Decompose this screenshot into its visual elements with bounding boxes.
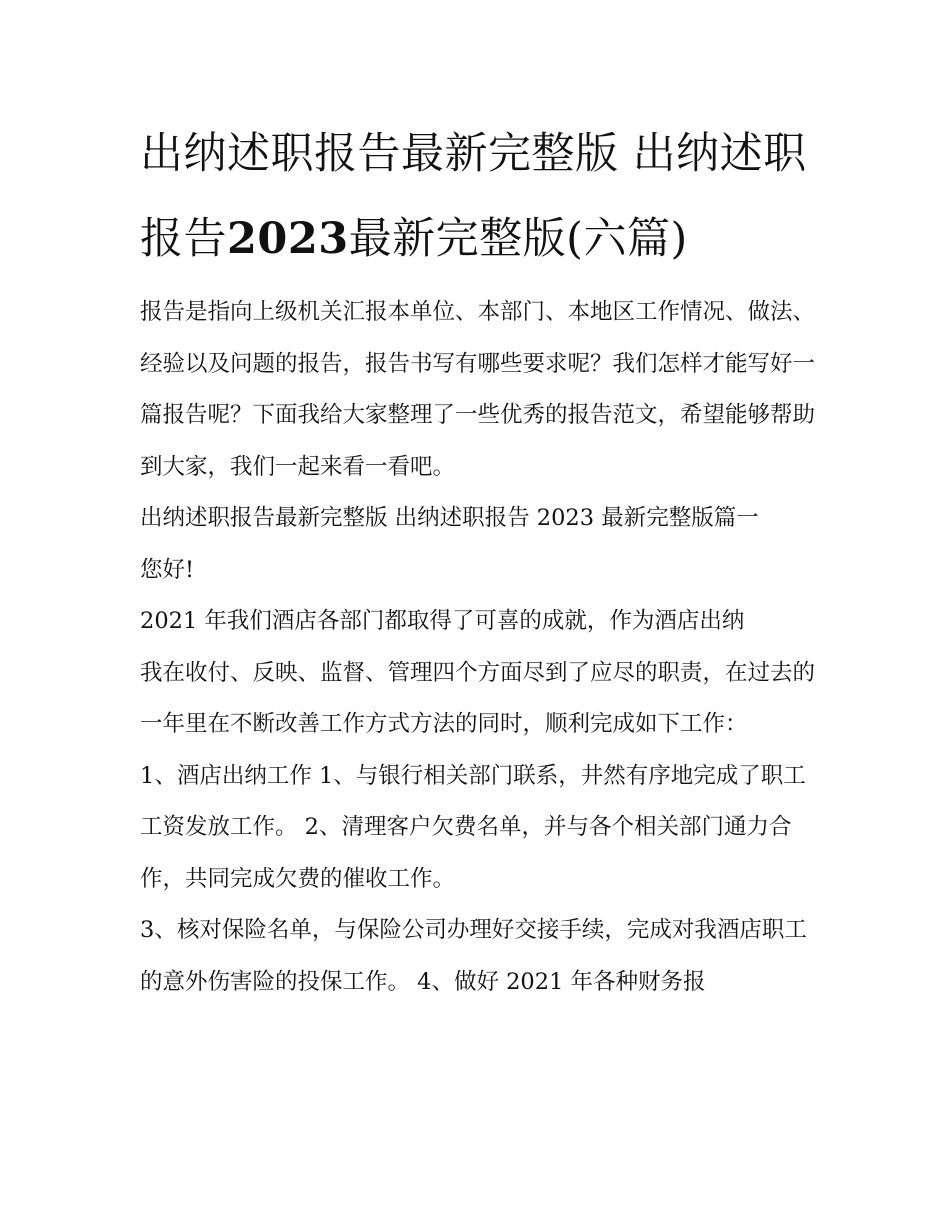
title-text-part-1: 出纳述职报告最新完整版 出纳述职报告 bbox=[140, 129, 807, 264]
body-paragraph: 1、酒店出纳工作 1、与银行相关部门联系，井然有序地完成了职工工资发放工作。 2、清理客户欠费名单，并与各个相关部门通力合作，共同完成欠费的催收工作。 bbox=[140, 762, 806, 892]
body-paragraph: 我在收付、反映、监督、管理四个方面尽到了应尽的职责，在过去的一年里在不断改善工作方式方法的同时，顺利完成如下工作： bbox=[140, 659, 816, 737]
greeting-paragraph: 您好! bbox=[140, 556, 195, 583]
document-page bbox=[140, 112, 820, 1008]
body-paragraph: 3、核对保险名单，与保险公司办理好交接手续，完成对我酒店职工的意外伤害险的投保工作。 4、做好 2021 年各种财务报 bbox=[140, 917, 807, 995]
body-paragraph: 2021 年我们酒店各部门都取得了可喜的成就，作为酒店出纳 bbox=[140, 608, 745, 634]
document-title bbox=[140, 112, 820, 282]
title-text-part-2: 最新完整版(六篇) bbox=[348, 214, 688, 264]
title-year: 2023 bbox=[227, 214, 349, 264]
section-heading: 出纳述职报告最新完整版 出纳述职报告 2023 最新完整版篇一 bbox=[140, 505, 759, 531]
intro-paragraph: 报告是指向上级机关汇报本单位、本部门、本地区工作情况、做法、经验以及问题的报告，报告书写有哪些要求呢？我们怎样才能写好一篇报告呢？下面我给大家整理了一些优秀的报告范文，希望能够帮助到大家，我们一起来看一看吧。 bbox=[140, 299, 816, 480]
document-body bbox=[140, 287, 820, 1008]
